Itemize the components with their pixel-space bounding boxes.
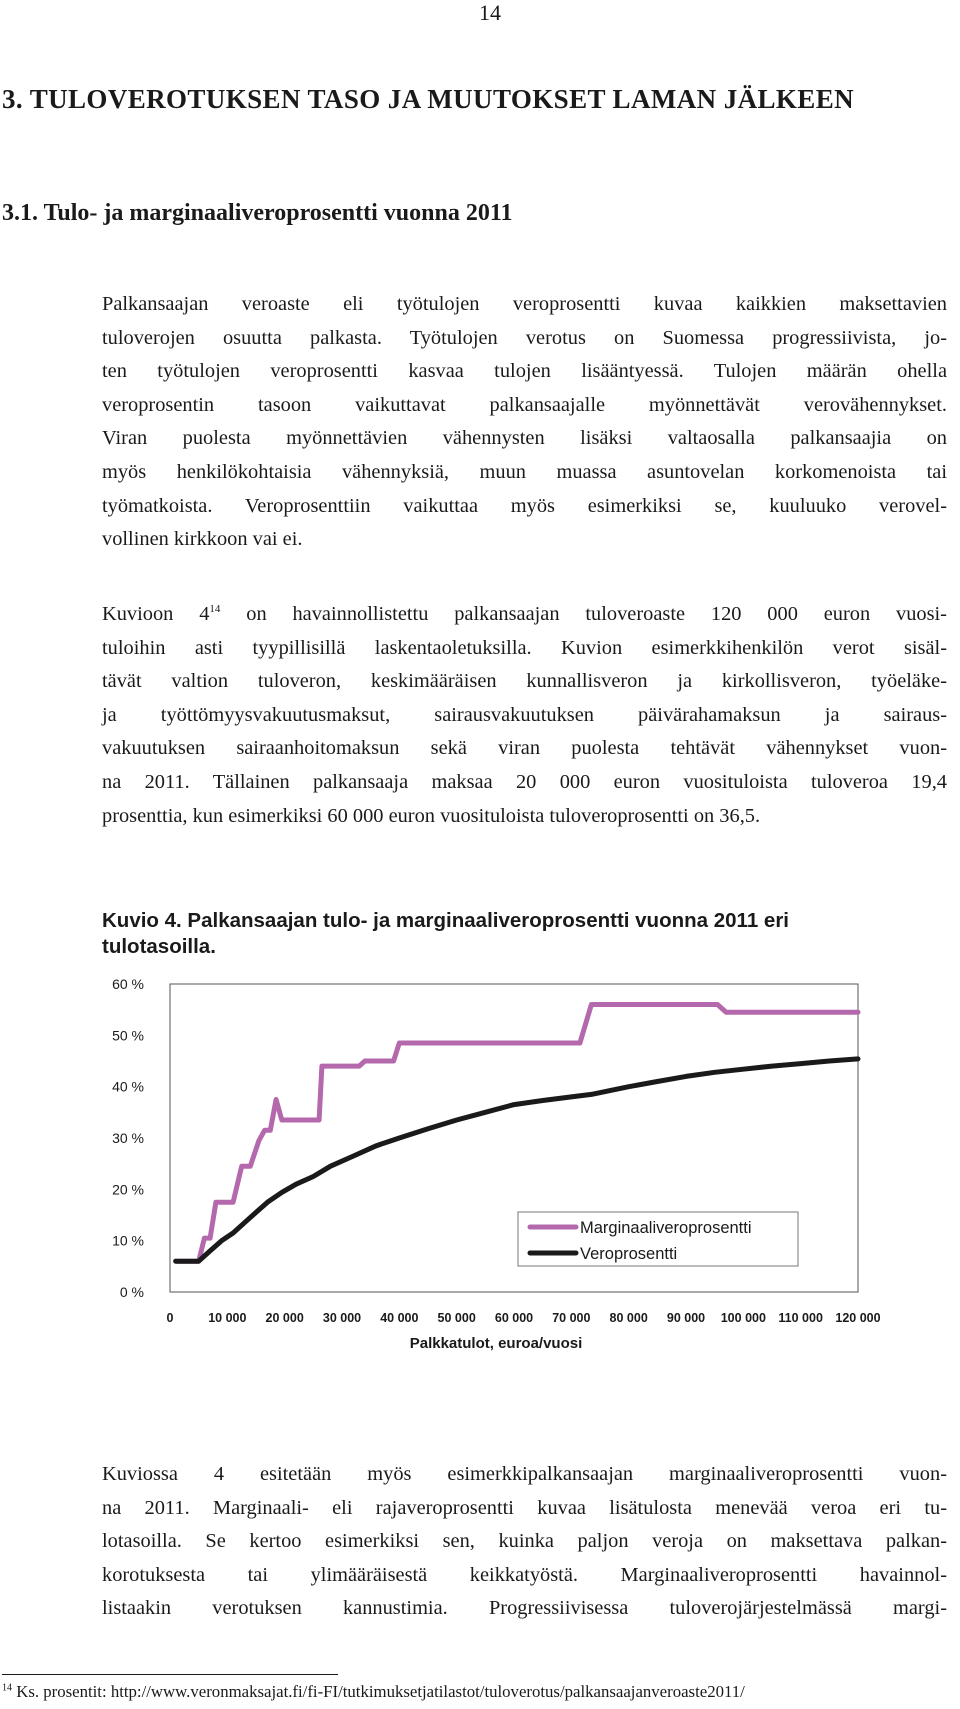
- y-tick-label: 0 %: [119, 1284, 144, 1300]
- paragraph-line: ja työttömyysvakuutusmaksut, sairausvakuutuksen päivärahamaksun ja sairaus-: [102, 703, 947, 726]
- paragraph-line: Viran puolesta myönnettävien vähennysten lisäksi valtaosalla palkansaajia on: [102, 427, 947, 450]
- paragraph-2: [102, 598, 947, 833]
- paragraph-line: na 2011. Marginaali- eli rajaveroprosentti kuvaa lisätulosta menevää veroa eri tu-: [102, 1496, 947, 1519]
- x-tick-label: 110 000: [778, 1311, 823, 1325]
- page-number: 14: [479, 0, 501, 25]
- paragraph-line: työmatkoista. Veroprosenttiin vaikuttaa myös esimerkiksi se, kuuluuko verovel-: [102, 494, 947, 517]
- y-tick-label: 40 %: [112, 1078, 144, 1095]
- paragraph-line: vakuutuksen sairaanhoitomaksun sekä viran puolesta tehtävät vähennykset vuon-: [102, 737, 947, 760]
- paragraph-line: tuloverojen osuutta palkasta. Työtulojen verotus on Suomessa progressiivista, jo-: [102, 326, 947, 349]
- paragraph-line: veroprosentin tasoon vaikuttavat palkansaajalle myönnettävät verovähennykset.: [102, 393, 947, 416]
- paragraph-line: tävät valtion tuloveron, keskimääräisen kunnallisveron ja kirkollisveron, työeläke-: [102, 670, 947, 693]
- x-tick-label: 50 000: [437, 1311, 476, 1325]
- paragraph-line: lotasoilla. Se kertoo esimerkiksi sen, kuinka paljon veroja on maksettava palkan-: [102, 1530, 947, 1553]
- paragraph-line: na 2011. Tällainen palkansaaja maksaa 20 000 euron vuosituloista tuloveroa 19,4: [102, 770, 947, 793]
- y-tick-label: 30 %: [112, 1130, 144, 1146]
- x-tick-label: 90 000: [666, 1311, 706, 1325]
- paragraph-line: tuloihin asti tyypillisillä laskentaoletuksilla. Kuvion esimerkkihenkilön verot sisäl-: [102, 636, 947, 659]
- x-tick-label: 40 000: [380, 1311, 419, 1325]
- chapter-title: 3. TULOVEROTUKSEN TASO JA MUUTOKSET LAMAN JÄLKEEN: [2, 84, 855, 114]
- paragraph-line: myös henkilökohtaisia vähennyksiä, muun muassa asuntovelan korkomenoista tai: [102, 460, 947, 483]
- legend-label: Veroprosentti: [580, 1245, 678, 1263]
- paragraph-line: listaakin verotuksen kannustimia. Progressiivisessa tuloverojärjestelmässä margi-: [102, 1597, 947, 1620]
- x-tick-label: 120 000: [835, 1311, 881, 1325]
- x-tick-label: 100 000: [720, 1311, 766, 1325]
- paragraph-line: vollinen kirkkoon vai ei.: [102, 528, 303, 551]
- paragraph-line: Kuviossa 4 esitetään myös esimerkkipalkansaajan marginaaliveroprosentti vuon-: [102, 1463, 947, 1485]
- footnote-reference[interactable]: 14: [209, 603, 221, 616]
- x-tick-label: 10 000: [208, 1311, 247, 1325]
- footnote: [2, 1682, 745, 1702]
- paragraph-text: Kuvioon 4: [102, 603, 210, 625]
- paragraph-line: [102, 598, 947, 632]
- paragraph-1: [102, 288, 947, 557]
- y-tick-label: 20 %: [112, 1181, 144, 1198]
- legend-label: Marginaaliveroprosentti: [580, 1219, 752, 1237]
- x-axis-label: Palkkatulot, euroa/vuosi: [409, 1335, 583, 1352]
- paragraph-line: Palkansaajan veroaste eli työtulojen veroprosentti kuvaa kaikkien maksettavien: [102, 293, 947, 315]
- x-tick-label: 0: [166, 1311, 174, 1325]
- y-tick-label: 10 %: [112, 1232, 144, 1249]
- figure-caption: Kuvio 4. Palkansaajan tulo- ja marginaaliveroprosentti vuonna 2011 eri tulotasoilla.: [102, 909, 789, 958]
- x-tick-label: 20 000: [265, 1311, 304, 1325]
- x-tick-label: 70 000: [552, 1311, 591, 1325]
- paragraph-3: [102, 1458, 947, 1626]
- y-tick-label: 60 %: [112, 976, 144, 992]
- section-title: 3.1. Tulo- ja marginaaliveroprosentti vuonna 2011: [2, 200, 513, 226]
- x-tick-label: 80 000: [609, 1311, 648, 1325]
- paragraph-line: ten työtulojen veroprosentti kasvaa tulojen lisääntyessä. Tulojen määrän ohella: [102, 360, 947, 383]
- x-tick-label: 30 000: [322, 1311, 362, 1325]
- paragraph-line: korotuksesta tai ylimääräisestä keikkatyöstä. Marginaaliveroprosentti havainnol-: [102, 1563, 947, 1586]
- paragraph-line: prosenttia, kun esimerkiksi 60 000 euron vuosituloista tuloveroprosentti on 36,5.: [102, 804, 761, 827]
- tax-rate-line-chart: [80, 968, 900, 1388]
- footnote-text: Ks. prosentit: http://www.veronmaksajat.fi/fi-FI/tutkimuksetjatilastot/tuloverotus/palkansaajanveroaste2011/: [12, 1682, 745, 1701]
- paragraph-text: on havainnollistettu palkansaajan tuloveroaste 120 000 euron vuosi-: [220, 603, 947, 625]
- footnote-divider: [2, 1674, 338, 1675]
- y-tick-label: 50 %: [112, 1027, 144, 1044]
- x-tick-label: 60 000: [494, 1311, 534, 1325]
- footnote-number: 14: [2, 1682, 12, 1694]
